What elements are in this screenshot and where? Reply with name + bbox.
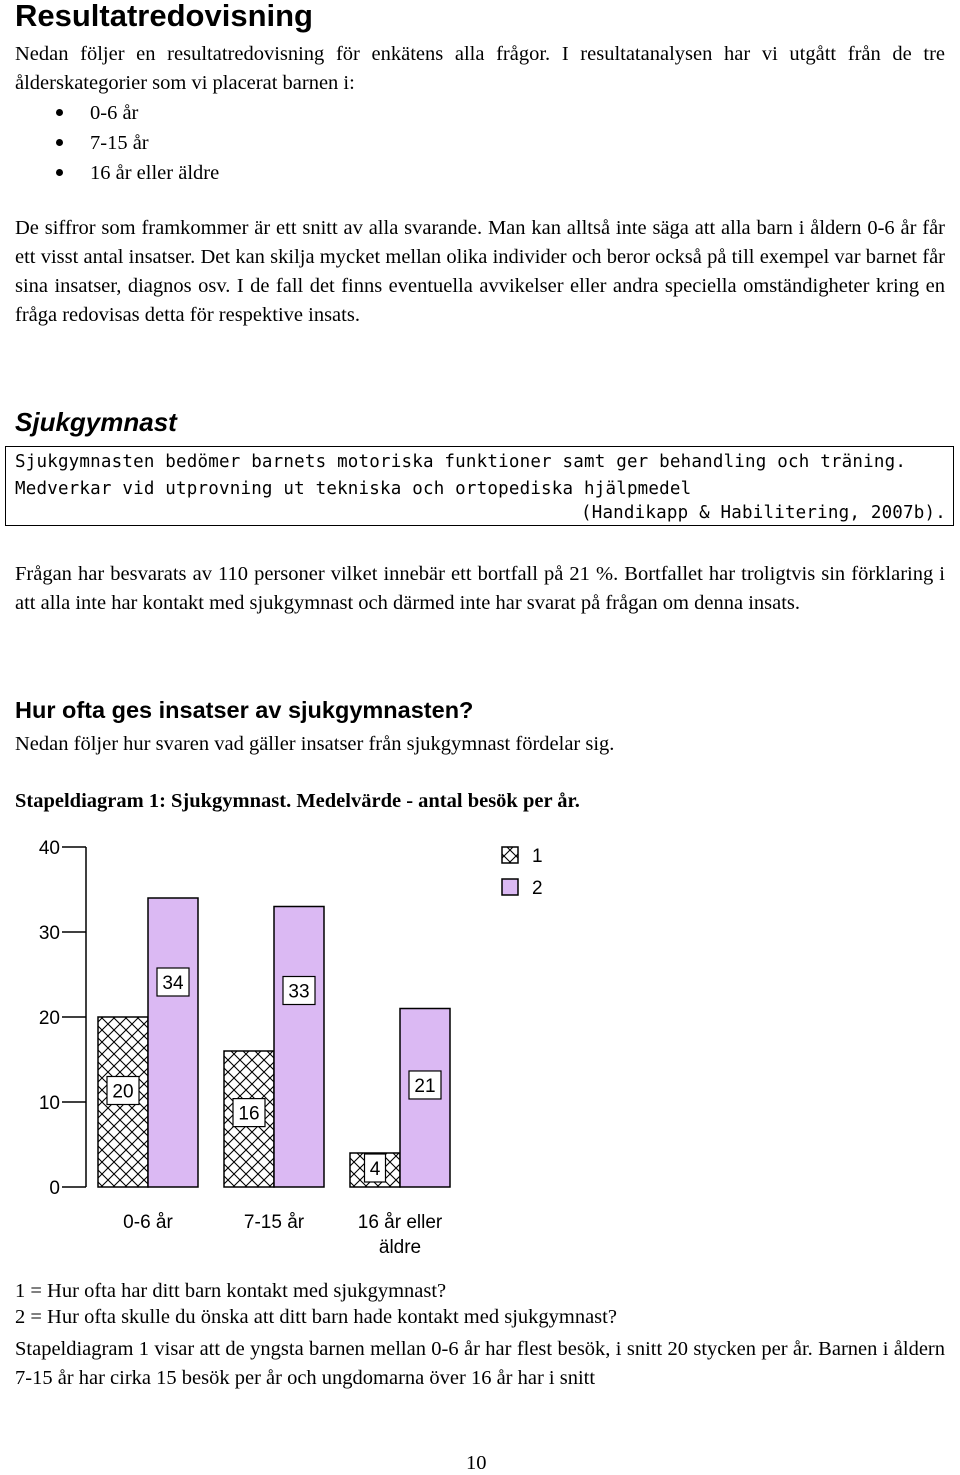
bar-series-2 — [274, 907, 324, 1188]
list-item: 16 år eller äldre — [56, 158, 219, 188]
legend-label-2: 2 — [532, 878, 543, 899]
series-2-explanation: 2 = Hur ofta skulle du önska att ditt barn hade kontakt med sjukgymnast? — [15, 1306, 617, 1328]
page-number: 10 — [466, 1452, 487, 1474]
legend-swatch-1 — [502, 847, 518, 863]
y-tick-label: 10 — [38, 1093, 60, 1114]
y-tick-label: 0 — [49, 1178, 60, 1199]
data-label: 21 — [414, 1075, 436, 1097]
data-label: 33 — [288, 981, 310, 1003]
list-item: 7-15 år — [56, 128, 219, 158]
bar-series-2 — [148, 898, 198, 1187]
data-label: 34 — [162, 973, 184, 994]
definition-line-2: Medverkar vid utprovning ut tekniska och ortopediska hjälpmedel — [15, 479, 692, 499]
x-category-label: 16 år eller — [357, 1212, 443, 1233]
age-group-list — [56, 98, 219, 188]
y-tick-label: 30 — [38, 923, 60, 944]
y-tick-label: 20 — [38, 1008, 60, 1029]
data-label: 16 — [238, 1103, 260, 1125]
page-heading: Resultatredovisning — [15, 0, 313, 33]
bar-chart — [0, 820, 960, 1280]
section-heading: Sjukgymnast — [15, 407, 177, 437]
legend-label-1: 1 — [532, 846, 543, 867]
chart-title: Stapeldiagram 1: Sjukgymnast. Medelvärde - antal besök per år. — [15, 790, 580, 812]
explanation-paragraph: De siffror som framkommer är ett snitt av alla svarande. Man kan alltså inte säga att alla barn i åldern 0-6 år får ett visst antal insatser. Det kan skilja mycket mellan olika individer och beror också på till exempel var barnet får sina insatser, diagnos osv. I de fall det finns eventuella avvikelser eller andra speciella omständigheter kring en fråga redovisas detta för respektive insats. — [15, 217, 945, 326]
definition-source: (Handikapp & Habilitering, 2007b). — [580, 503, 946, 523]
x-category-label: 7-15 år — [243, 1212, 305, 1233]
question-heading: Hur ofta ges insatser av sjukgymnasten? — [15, 697, 474, 723]
x-category-label: äldre — [378, 1237, 422, 1258]
chart-summary-paragraph: Stapeldiagram 1 visar att de yngsta barnen mellan 0-6 år har flest besök, i snitt 20 stycken per år. Barnen i åldern 7-15 år har cirka 15 besök per år och ungdomarna över 16 år har i snitt — [15, 1338, 945, 1389]
series-1-explanation: 1 = Hur ofta har ditt barn kontakt med sjukgymnast? — [15, 1280, 447, 1302]
data-label: 20 — [112, 1081, 134, 1103]
y-tick-label: 40 — [38, 838, 60, 859]
x-category-label: 0-6 år — [123, 1212, 173, 1233]
intro-paragraph: Nedan följer en resultatredovisning för enkätens alla frågor. I resultatanalysen har vi utgått från de tre ålderskategorier som vi placerat barnen i: — [15, 43, 945, 94]
legend-swatch-2 — [502, 879, 518, 895]
data-label: 4 — [369, 1159, 381, 1180]
definition-line-1: Sjukgymnasten bedömer barnets motoriska funktioner samt ger behandling och träning. — [15, 452, 907, 472]
list-item: 0-6 år — [56, 98, 219, 128]
response-rate-paragraph: Frågan har besvarats av 110 personer vilket innebär ett bortfall på 21 %. Bortfallet har troligtvis sin förklaring i att alla inte har kontakt med sjukgymnast och därmed inte har svarat på frågan om denna insats. — [15, 563, 945, 614]
question-intro: Nedan följer hur svaren vad gäller insatser från sjukgymnast fördelar sig. — [15, 733, 615, 755]
